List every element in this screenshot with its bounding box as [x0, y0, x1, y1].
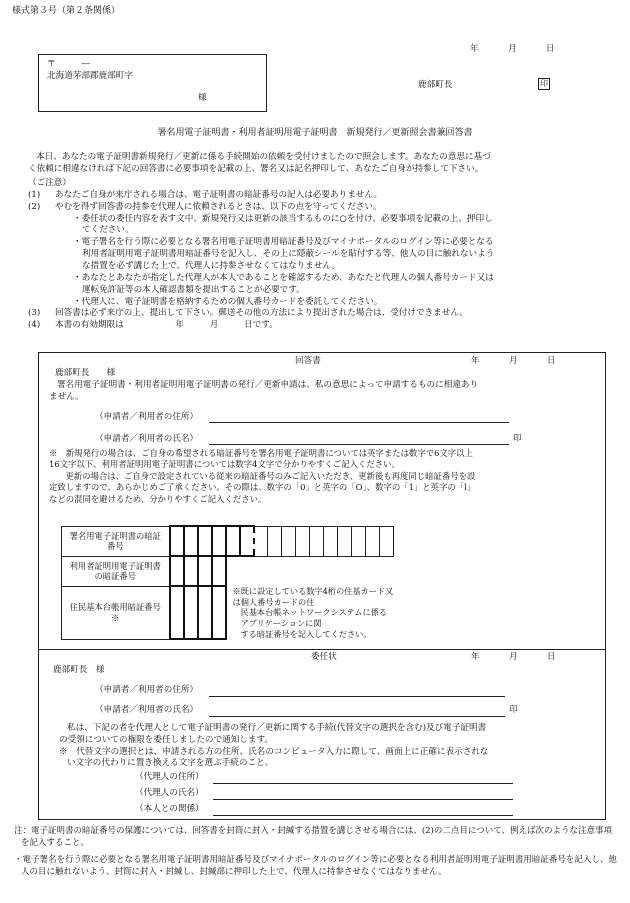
pin-cell[interactable] — [212, 586, 226, 639]
agent-address-row — [135, 772, 605, 784]
address-honorific: 様 — [198, 93, 207, 103]
pin-cell[interactable] — [212, 556, 226, 586]
pin-instructions: ※ 新規発行の場合は、ご自身の希望される暗証番号を署名用電子証明書については英字または数字で6文字以上 16文字以下、利用者証明用電子証明書については数字4文字で分かりやすくご記入ください。 更新の場合は、ご自身で設定されている従来の暗証番号のみご記入いただき、更新後も再度同じ暗証番号を設 定致しますので、あらかじめご了承ください。その際は、数字の「0」と英字の「O」、数字の「1」と英字の「l」 などの混同を避けるため、分かりやすくご記入ください。 — [49, 447, 476, 504]
proxy-name-field[interactable] — [209, 707, 505, 717]
answer-name-field[interactable] — [209, 435, 509, 445]
address-box — [38, 54, 267, 112]
answer-date-month: 月 — [509, 356, 518, 366]
agent-address-field[interactable] — [213, 774, 513, 784]
postal-code: 〒 ― — [47, 59, 90, 69]
notes-section — [28, 178, 606, 332]
pin-cell[interactable] — [212, 526, 226, 556]
proxy-date-month: 月 — [509, 652, 518, 662]
pin-row-user — [62, 556, 394, 586]
pin-cell[interactable] — [282, 526, 296, 556]
bullet-item: ・委任状の委任内容を表す文中、新規発行又は更新の該当するものに○を付け、必要事項を記載の上、押印し てください。 — [73, 213, 493, 236]
answer-address-row — [95, 412, 605, 424]
answer-date-day: 日 — [547, 356, 556, 366]
relation-field[interactable] — [213, 806, 513, 816]
answer-name-row — [95, 434, 605, 446]
pin-cell[interactable] — [310, 526, 324, 556]
proxy-seal: 印 — [509, 704, 518, 715]
answer-section — [39, 356, 605, 506]
notes-heading: （ご注意） — [28, 178, 71, 188]
agent-name-label: （代理人の氏名） — [135, 788, 204, 799]
proxy-address-field[interactable] — [209, 687, 505, 697]
footer-note: ・電子署名を行う際に必要となる署名用電子証明書用暗証番号及びマイナポータルのログイン等に必要となる利用者証明用電子証明書用暗証番号を記入し、他人の目に触れないよう、封筒に封入・封緘し、封緘部に押印した上で、代理人に持参させなくてはなりません。 — [14, 855, 617, 878]
date-month: 月 — [508, 44, 517, 54]
footer-note: 注：電子証明書の暗証番号の保護については、回答書を封筒に封入・封緘する措置を講じさせる場合には、(2)の二点目について、例えば次のような注意事項を記入すること。 — [14, 826, 613, 848]
agent-name-row — [135, 788, 605, 800]
proxy-name-row — [95, 705, 605, 717]
pin-cell[interactable] — [324, 526, 338, 556]
document-title: 署名用電子証明書・利用者証明用電子証明書 新規発行／更新照会書兼回答書 — [157, 128, 473, 138]
proxy-address-label: （申請者／利用者の住所） — [95, 684, 199, 695]
pin-cell[interactable] — [226, 526, 240, 556]
form-number: 様式第３号（第２条関係） — [12, 6, 121, 16]
pin-cell[interactable] — [380, 526, 394, 556]
note-item: (4) 本書の有効期限は 年 月 日です。 — [28, 320, 278, 331]
answer-declaration: 署名用電子証明書・利用者証明用電子証明書の発行／更新申請は、私の意思によって申請するものに相違あり ません。 — [49, 379, 479, 402]
answer-address-field[interactable] — [209, 413, 509, 423]
proxy-statement: 私は、下記の者を代理人として電子証明書の発行／更新に関する手続(代替文字の選択を含む)及び電子証明書 の受領についての権限を委任しましたので通知します。 — [59, 722, 487, 745]
pin-cell[interactable] — [170, 526, 184, 556]
mayor-title: 鹿部町長 — [418, 80, 453, 90]
agent-address-label: （代理人の住所） — [135, 772, 204, 783]
pin-row-signature — [62, 526, 394, 556]
pin-cell[interactable] — [352, 526, 366, 556]
note-item: (1) あなたご自身が来庁される場合は、電子証明書の暗証番号の記入は必要ありません。 — [28, 189, 383, 200]
pin-label-juki: 住民基本台帳用暗証番号※ — [62, 586, 170, 639]
pin-cell[interactable] — [296, 526, 310, 556]
pin-cell[interactable] — [184, 586, 198, 639]
pin-cell[interactable] — [170, 556, 184, 586]
intro-text — [28, 152, 608, 176]
pin-cell[interactable] — [170, 586, 184, 639]
pin-cell[interactable] — [198, 526, 212, 556]
mayor-seal: 印 — [540, 79, 548, 88]
pin-cell[interactable] — [184, 526, 198, 556]
agent-name-field[interactable] — [213, 790, 513, 800]
proxy-addressee: 鹿部町長 様 — [53, 665, 105, 675]
pin-cell[interactable] — [338, 526, 352, 556]
proxy-section — [39, 652, 605, 816]
juki-note: ※既に設定している数字4桁の住基カード又は個人番号カードの住 民基本台帳ネットワークシステムに係るアプリケーションに関 する暗証番号を記入してください。 — [232, 586, 394, 639]
address-city: 北海道茅部郡鹿部町字 — [47, 70, 133, 81]
pin-cell[interactable] — [184, 556, 198, 586]
pin-label-user: 利用者証明用電子証明書の暗証番号 — [62, 556, 170, 586]
pin-cell[interactable] — [366, 526, 380, 556]
relation-label: （本人との関係） — [135, 804, 204, 815]
pin-cell[interactable] — [198, 556, 212, 586]
answer-title: 回答書 — [295, 356, 321, 366]
bullet-item: ・あなたとあなたが指定した代理人が本人であることを確認するため、あなたと代理人の個人番号カード又は 運転免許証等の本人確認書類を提出することが必要です。 — [73, 272, 494, 295]
proxy-title: 委任状 — [311, 652, 337, 662]
note-item: (3) 回答書は必ず来庁の上、提出して下さい。郵送その他の方法により提出された場合は、受付けできません。 — [28, 308, 469, 319]
answer-name-label: （申請者／利用者の氏名） — [95, 433, 199, 444]
proxy-name-label: （申請者／利用者の氏名） — [95, 704, 199, 715]
pin-cell[interactable] — [198, 586, 212, 639]
relation-row — [135, 804, 605, 816]
document-date — [470, 44, 584, 56]
pin-cell[interactable] — [268, 526, 282, 556]
pin-row-juki — [62, 586, 394, 639]
alt-char-note: ※ 代替文字の選択とは、申請される方の住所、氏名のコンピュータ入力に際して、画面上に正確に表示されな い文字の代わりに置き換える文字を選ぶ手続のこと。 — [59, 746, 489, 769]
proxy-address-row — [95, 685, 605, 697]
pin-cell[interactable] — [240, 526, 254, 556]
pin-entry-table — [61, 525, 394, 640]
pin-cell[interactable] — [254, 526, 268, 556]
answer-addressee: 鹿部町長 様 — [55, 368, 116, 378]
answer-address-label: （申請者／利用者の住所） — [95, 411, 199, 422]
proxy-date-year: 年 — [471, 652, 480, 662]
intro-line: く依頼に相違なければ下記の回答書に必要事項を記載の上、署名又は記名押印して、あなたご自身が持参して下さい。 — [28, 163, 484, 174]
note-item: (2) やむを得ず回答書の持参を代理人に依頼されるときは、以下の点を守ってください。 — [28, 201, 382, 212]
answer-date-year: 年 — [471, 356, 480, 366]
bullet-item: ・電子署名を行う際に必要となる署名用電子証明書用暗証番号及びマイナポータルのログイン等に必要となる 利用者証明用電子証明書用暗証番号を記入し、その上に隠蔽シールを貼付する等、他人の目に触れないよう な措置を必ず講じた上で、代理人に持参させなくてはなりません。 — [73, 237, 495, 272]
intro-line: 本日、あなたの電子証明書新規発行／更新に係る手続開始の依頼を受付けましたので照会します。あなたの意思に基づ — [36, 152, 491, 162]
answer-proxy-box — [38, 352, 606, 820]
bullet-item: ・代理人に、電子証明書を格納するための個人番号カードを委託してください。 — [73, 296, 383, 307]
answer-seal: 印 — [513, 433, 522, 444]
date-year: 年 — [470, 44, 479, 54]
pin-label-signature: 署名用電子証明書の暗証番号 — [62, 526, 170, 556]
proxy-date-day: 日 — [547, 652, 556, 662]
footer-notes — [14, 826, 620, 885]
section-divider — [38, 649, 606, 650]
date-day: 日 — [546, 44, 555, 54]
